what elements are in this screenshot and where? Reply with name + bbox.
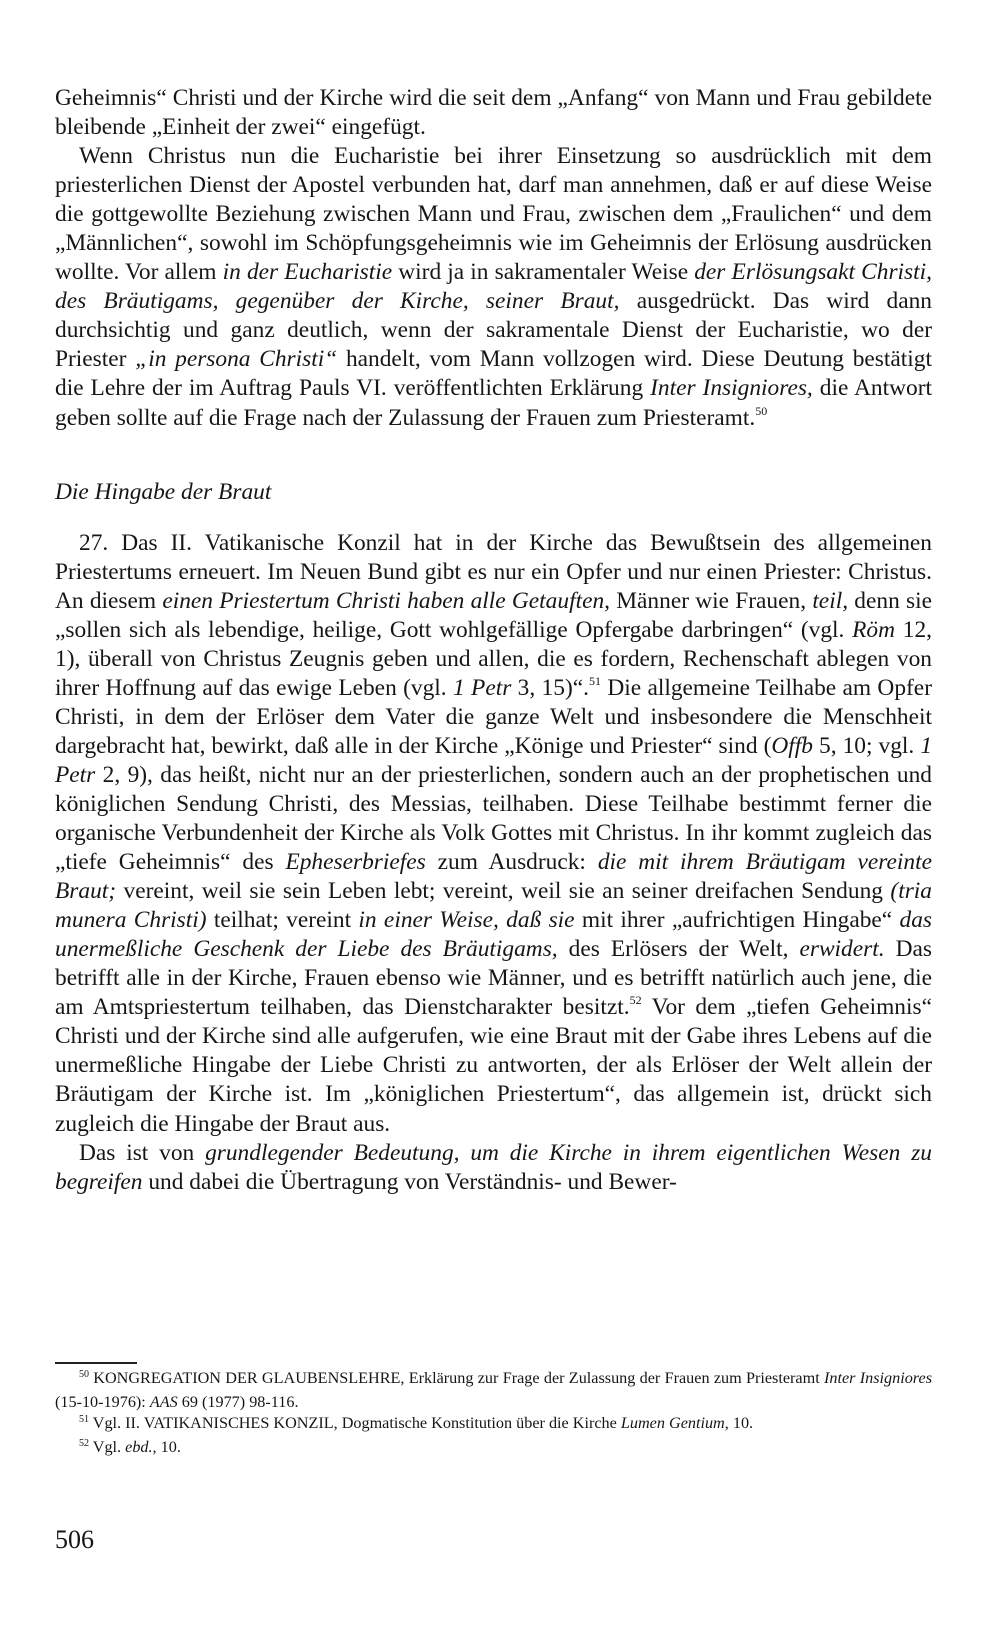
- paragraph-continued: Geheimnis“ Christi und der Kirche wird die seit dem „Anfang“ von Mann und Frau gebildete bleibende „Einheit der zwei“ eingefügt.: [55, 85, 932, 141]
- footnote-ref-50[interactable]: 50: [755, 403, 768, 418]
- footnote-ref-52[interactable]: 52: [629, 993, 642, 1008]
- footnote-52: $^{52}$ Vgl. ebd., 10.: [79, 1437, 181, 1456]
- section-heading: Die Hingabe der Braut: [55, 478, 272, 505]
- paragraph-bedeutung: Das ist von grundlegender Bedeutung, um die Kirche in ihrem eigentlichen Wesen zu begreifen und dabei die Übertragung von Verständnis- und Bewer-: [55, 1139, 932, 1195]
- main-text: [55, 84, 932, 1197]
- footnotes: [55, 1368, 932, 1460]
- footnote-divider: [55, 1362, 137, 1364]
- page-number: 506: [55, 1525, 94, 1554]
- footnote-ref-51[interactable]: 51: [588, 673, 601, 688]
- footnote-51: $^{51}$ Vgl. II. VATIKANISCHES KONZIL, Dogmatische Konstitution über die Kirche Lumen Gentium, 10.: [79, 1414, 754, 1432]
- footnote-50: $^{50}$ KONGREGATION DER GLAUBENSLEHRE, Erklärung zur Frage der Zulassung der Frauen zum Priesteramt Inter Insigniores (15-10-1976): AAS 69 (1977) 98-116.: [55, 1369, 932, 1411]
- paragraph-eucharistie: Wenn Christus nun die Eucharistie bei ihrer Einsetzung so ausdrücklich mit dem priesterlichen Dienst der Apostel verbunden hat, darf man annehmen, daß er auf diese Weise die gottgewollte Beziehung zwischen Mann und Frau, zwischen dem „Fraulichen“ und dem „Männlichen“, sowohl im Schöpfungsgeheimnis wie im Geheimnis der Erlösung ausdrücken wollte. Vor allem in der Eucharistie wird ja in sakramentaler Weise der Erlösungsakt Christi, des Bräutigams, gegenüber der Kirche, seiner Braut, ausgedrückt. Das wird dann durchsichtig und ganz deutlich, wenn der sakramentale Dienst der Eucharistie, wo der Priester „in persona Christi“ handelt, vom Mann vollzogen wird. Diese Deutung bestätigt die Lehre der im Auftrag Pauls VI. veröffentlichten Erklärung Inter Insigniores, die Antwort geben sollte auf die Frage nach der Zulassung der Frauen zum Priesteramt.$^{50}$: [55, 143, 932, 431]
- paragraph-27: 27. Das II. Vatikanische Konzil hat in der Kirche das Bewußtsein des allgemeinen Priestertums erneuert. Im Neuen Bund gibt es nur ein Opfer und nur einen Priester: Christus. An diesem einen Priestertum Christi haben alle Getauften, Männer wie Frauen, teil, denn sie „sollen sich als lebendige, heilige, Gott wohlgefällige Opfergabe darbringen“ (vgl. Röm 12, 1), überall von Christus Zeugnis geben und allen, die es fordern, Rechenschaft ablegen von ihrer Hoffnung auf das ewige Leben (vgl. 1 Petr 3, 15)“.$^{51}$ Die allgemeine Teilhabe am Opfer Christi, in dem der Erlöser dem Vater die ganze Welt und insbesondere die Menschheit dargebracht hat, bewirkt, daß alle in der Kirche „Könige und Priester“ sind (Offb 5, 10; vgl. 1 Petr 2, 9), das heißt, nicht nur an der priesterlichen, sondern auch an der prophetischen und königlichen Sendung Christi, des Messias, teilhaben. Diese Teilhabe bestimmt ferner die organische Verbundenheit der Kirche als Volk Gottes mit Christus. In ihr kommt zugleich das „tiefe Geheimnis“ des Epheserbriefes zum Ausdruck: die mit ihrem Bräutigam vereinte Braut; vereint, weil sie sein Leben lebt; vereint, weil sie an seiner dreifachen Sendung (tria munera Christi) teilhat; vereint in einer Weise, daß sie mit ihrer „aufrichtigen Hingabe“ das unermeßliche Geschenk der Liebe des Bräutigams, des Erlösers der Welt, erwidert. Das betrifft alle in der Kirche, Frauen ebenso wie Männer, und es betrifft natürlich auch jene, die am Amtspriestertum teilhaben, das Dienstcharakter besitzt.$^{52}$ Vor dem „tiefen Geheimnis“ Christi und der Kirche sind alle aufgerufen, wie eine Braut mit der Gabe ihres Lebens auf die unermeßliche Hingabe der Liebe Christi zu antworten, der als Erlöser der Welt allein der Bräutigam der Kirche ist. Im „königlichen Priestertum“, das allgemein ist, drückt sich zugleich die Hingabe der Braut aus.: [55, 529, 933, 1137]
- page-content: [55, 84, 932, 1197]
